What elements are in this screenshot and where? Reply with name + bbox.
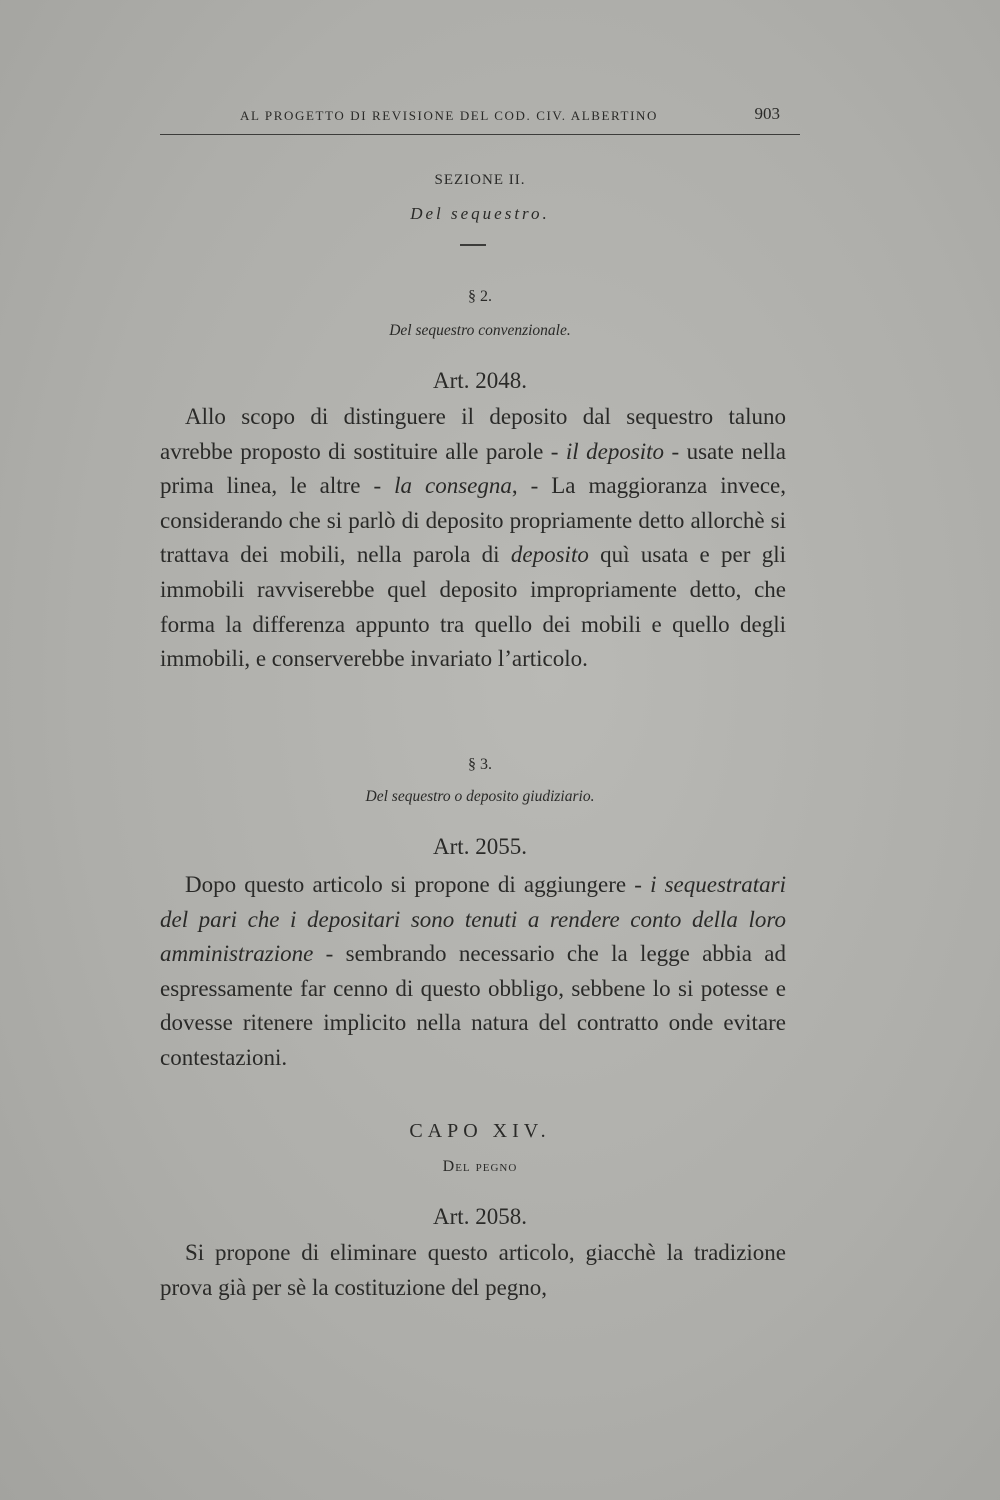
section-divider bbox=[460, 244, 486, 246]
running-title: AL PROGETTO DI REVISIONE DEL COD. CIV. ALBERTINO bbox=[240, 108, 658, 123]
article-heading-2055: Art. 2055. bbox=[433, 834, 527, 859]
article-text-2055: Dopo questo articolo si propone di aggiungere - i sequestratari del pari che i depositari sono tenuti a rendere conto della loro amministrazione - sembrando necessario che la legge abbia ad espressamente far cenno di questo obbligo, sebbene lo si potesse e dovesse ritenere implicito nella natura del contratto onde evitare contestazioni. bbox=[160, 872, 786, 1070]
running-header bbox=[160, 104, 800, 135]
subsection-number-2: § 2. bbox=[468, 288, 492, 305]
chapter-title: Del pegno bbox=[442, 1158, 518, 1175]
section-label: SEZIONE II. bbox=[434, 172, 526, 188]
chapter-label: CAPO XIV. bbox=[409, 1120, 551, 1142]
section-title: Del sequestro. bbox=[410, 204, 550, 223]
subsection-title-2: Del sequestro convenzionale. bbox=[389, 322, 571, 339]
subsection-number-3: § 3. bbox=[468, 756, 492, 773]
page-number: 903 bbox=[754, 104, 780, 123]
article-heading-2058: Art. 2058. bbox=[433, 1204, 527, 1229]
subsection-title-3: Del sequestro o deposito giudiziario. bbox=[365, 788, 595, 805]
article-heading-2048: Art. 2048. bbox=[433, 368, 527, 393]
article-text-2048: Allo scopo di distinguere il deposito dal sequestro taluno avrebbe proposto di sostituire alle parole - il deposito - usate nella prima linea, le altre - la consegna, - La maggioranza invece, considerando che si parlò di deposito propriamente detto allorchè si trattava dei mobili, nella parola di deposito quì usata e per gli immobili ravviserebbe quel deposito impropriamente detto, che forma la differenza appunto tra quello dei mobili e quello degli immobili, e conserverebbe invariato l’articolo. bbox=[160, 404, 786, 672]
article-text-2058: Si propone di eliminare questo articolo, giacchè la tradizione prova già per sè la costituzione del pegno, bbox=[160, 1240, 786, 1300]
